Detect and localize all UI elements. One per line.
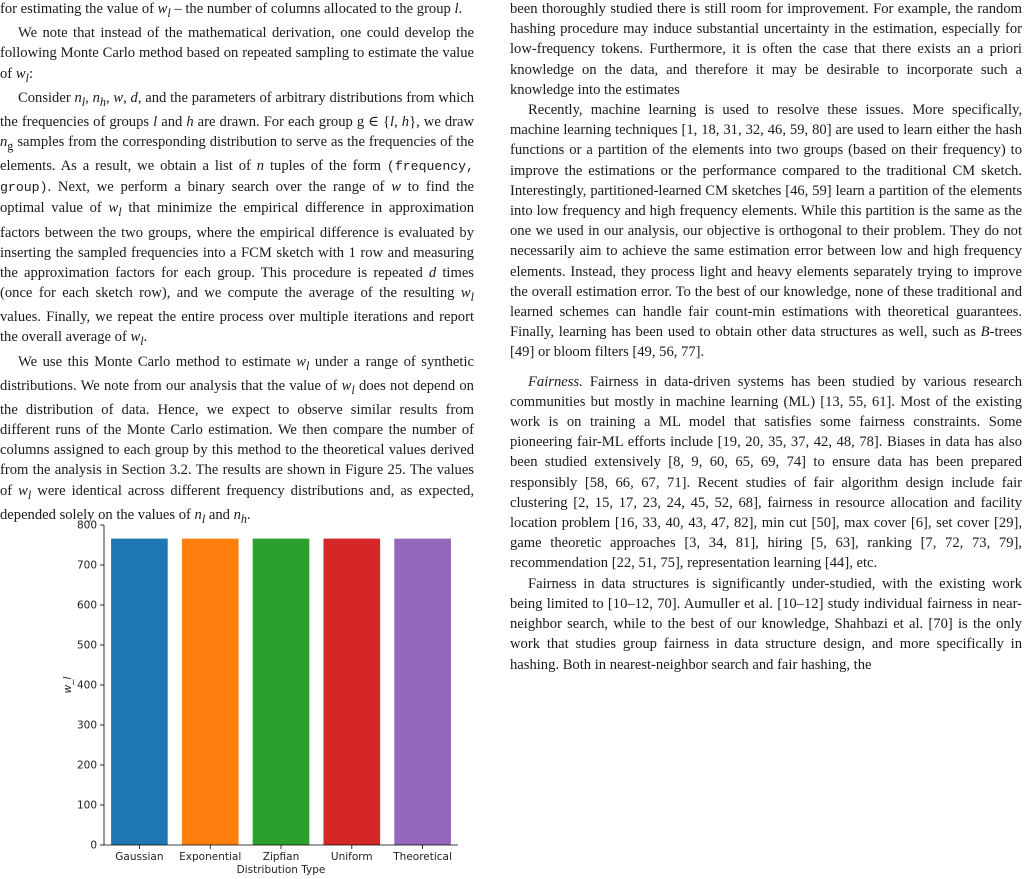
bar-theoretical <box>394 539 451 845</box>
x-tick-label: Zipfian <box>262 851 300 863</box>
x-tick-label: Theoretical <box>393 851 452 863</box>
x-axis-label: Distribution Type <box>236 864 326 876</box>
paragraph-room-for-improvement: been thoroughly studied there is still room for improvement. For example, the random hashing procedure may induce substantial uncertainty in the estimation, especially for low-frequency tokens. Furthermore, it is often the case that there exists an a priori knowledge on the data, and therefore it may be desirable to incorporate such a knowledge into the estimates <box>510 1 1022 98</box>
y-tick-label: 400 <box>76 679 97 692</box>
y-axis-label: w_l <box>62 676 74 694</box>
bar-exponential <box>182 539 239 845</box>
paragraph-fairness <box>510 372 1022 574</box>
right-column <box>510 0 1022 675</box>
y-tick-label: 800 <box>76 519 97 532</box>
y-tick-label: 700 <box>76 559 97 572</box>
y-tick-label: 300 <box>76 719 97 732</box>
bar-chart-svg <box>48 513 468 879</box>
y-tick-label: 200 <box>76 759 97 772</box>
y-tick-label: 0 <box>90 839 97 852</box>
paragraph-monte-carlo-intro: We note that instead of the mathematical derivation, one could develop the following Monte Carlo method based on repeated sampling to estimate the value of $w_l$: <box>0 25 474 85</box>
fairness-heading: Fairness. <box>528 373 583 390</box>
x-tick-label: Gaussian <box>115 851 164 863</box>
paragraph-continued: for estimating the value of $w_l$ – the number of columns allocated to the group l. <box>0 1 463 20</box>
fairness-body: Fairness in data-driven systems has been studied by various research communities but mostly in machine learning (ML) [13, 55, 61]. Most of the existing work is on training a ML model that satisfies some fairness constraints. Some pioneering fair-ML efforts include [19, 20, 35, 37, 42, 48, 78]. Biases in data has also been studied extensively [8, 9, 60, 65, 69, 74] to ensure data has been prepared responsibly [58, 66, 67, 71]. Recent studies of fair algorithm design include fair clustering [2, 15, 17, 23, 24, 45, 52, 68], fairness in resource allocation and facility location problem [16, 33, 40, 43, 47, 82], min cut [50], max cover [6], set cover [29], game theoretic approaches [3, 34, 81], hiring [5, 63], ranking [7, 72, 73, 79], recommendation [22, 51, 75], representation learning [44], etc. <box>510 373 1022 572</box>
bar-gaussian <box>111 539 168 845</box>
paragraph-fair-data-structures: Fairness in data structures is significantly under-studied, with the existing work being limited to [10–12, 70]. Aumuller et al. [10–12] study individual fairness in near-neighbor search, while to the best of our knowledge, Shahbazi et al. [70] is the only work that studies group fairness in data structure design, and more specifically in hashing. Both in nearest-neighbor search and fair hashing, the <box>510 575 1022 673</box>
paragraph-monte-carlo-procedure: Consider $n_l$, $n_h$, w, d, and the parameters of arbitrary distributions from which the frequencies of groups l and h are drawn. For each group g ∈ {l, h}, we draw $n_g$ samples from the corresponding distribution to serve as the frequencies of the elements. As a result, we obtain a list of n tuples of the form (frequency, group). Next, we perform a binary search over the range of w to find the optimal value of $w_l$ that minimize the empirical difference in approximation factors between the two groups, where the empirical difference is evaluated by inserting the sampled frequencies into a FCM sketch with 1 row and measuring the approximation factors for each group. This procedure is repeated d times (once for each sketch row), and we compute the average of the resulting $w_l$ values. Finally, we repeat the entire process over multiple iterations and report the overall average of $w_l$. <box>0 89 475 349</box>
bar-chart <box>48 513 468 879</box>
y-tick-label: 100 <box>76 799 97 812</box>
x-tick-label: Exponential <box>179 851 242 863</box>
y-tick-label: 500 <box>76 639 97 652</box>
paragraph-results: We use this Monte Carlo method to estimate $w_l$ under a range of synthetic distributions. We note from our analysis that the value of $w_l$ does not depend on the distribution of data. Hence, we expect to observe similar results from different runs of the Monte Carlo estimation. We then compare the number of columns assigned to each group by this method to the theoretical values derived from the analysis in Section 3.2. The results are shown in Figure 25. The values of $w_l$ were identical across different frequency distributions and, as expected, depended solely on the values of $n_l$ and $n_h$. <box>0 353 474 526</box>
bar-zipfian <box>253 539 310 845</box>
paragraph-learned-sketches: Recently, machine learning is used to resolve these issues. More specifically, machine learning techniques [1, 18, 31, 32, 46, 59, 80] are used to learn either the hash functions or a partition of the elements into two groups (based on their frequency) to improve the estimations or the performance compared to the traditional CM sketch. Interestingly, partitioned-learned CM sketches [46, 59] learn a partition of the elements into low frequency and high frequency elements. While this partition is the same as the one we used in our analysis, our objective is orthogonal to their problem. They do not necessarily aim to achieve the same estimation error between low and high frequency elements. Instead, they process light and heavy elements separately trying to improve the overall estimation error. To the best of our knowledge, none of these traditional and learned schemes can handle fair count-min estimations with theoretical guarantees. Finally, learning has been used to obtain other data structures as well, such as B-trees [49] or bloom filters [49, 56, 77]. <box>510 102 1022 361</box>
bar-uniform <box>323 539 380 845</box>
y-tick-label: 600 <box>76 599 97 612</box>
tuple-code: (frequency, group) <box>0 159 474 196</box>
left-column <box>0 0 474 529</box>
x-tick-label: Uniform <box>330 851 373 863</box>
